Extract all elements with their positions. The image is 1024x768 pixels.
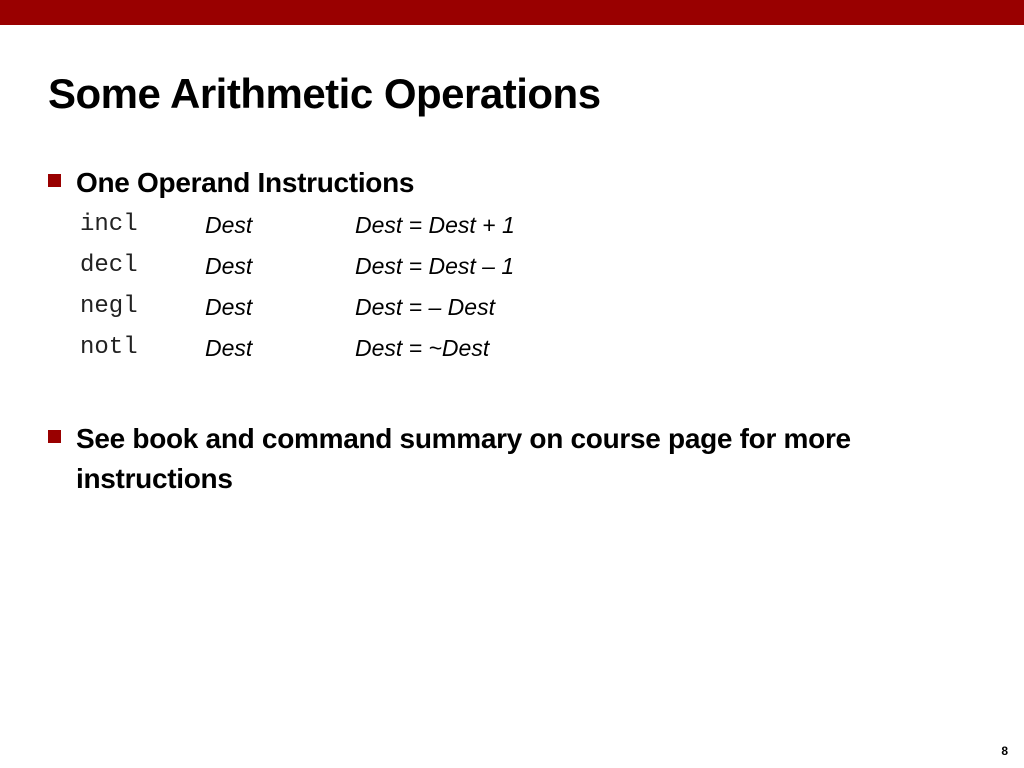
instruction-operand: Dest bbox=[205, 335, 253, 361]
instruction-effect: Dest = – Dest bbox=[355, 294, 495, 320]
instruction-effect: Dest = ~Dest bbox=[355, 335, 490, 361]
instruction-mnemonic: negl bbox=[80, 293, 138, 320]
instruction-operand: Dest bbox=[205, 253, 253, 279]
instruction-row-decl bbox=[80, 249, 680, 283]
instruction-row-notl bbox=[80, 331, 680, 365]
instruction-row-negl bbox=[80, 290, 680, 324]
instruction-operand: Dest bbox=[205, 294, 253, 320]
square-bullet-icon bbox=[48, 174, 61, 187]
header-bar bbox=[0, 0, 1024, 25]
instruction-effect: Dest = Dest – 1 bbox=[355, 253, 515, 279]
square-bullet-icon bbox=[48, 430, 61, 443]
slide-title: Some Arithmetic Operations bbox=[48, 70, 601, 117]
instruction-mnemonic: decl bbox=[80, 252, 138, 279]
bullet-see-book bbox=[48, 419, 928, 499]
bullet-text: See book and command summary on course page for more instructions bbox=[76, 423, 851, 494]
instruction-effect: Dest = Dest + 1 bbox=[355, 212, 515, 238]
instruction-row-incl bbox=[80, 208, 680, 242]
instruction-operand: Dest bbox=[205, 212, 253, 238]
bullet-text: One Operand Instructions bbox=[76, 167, 415, 198]
instruction-mnemonic: incl bbox=[80, 211, 138, 238]
instruction-mnemonic: notl bbox=[80, 334, 138, 361]
page-number: 8 bbox=[1001, 744, 1008, 758]
bullet-one-operand bbox=[48, 163, 928, 203]
